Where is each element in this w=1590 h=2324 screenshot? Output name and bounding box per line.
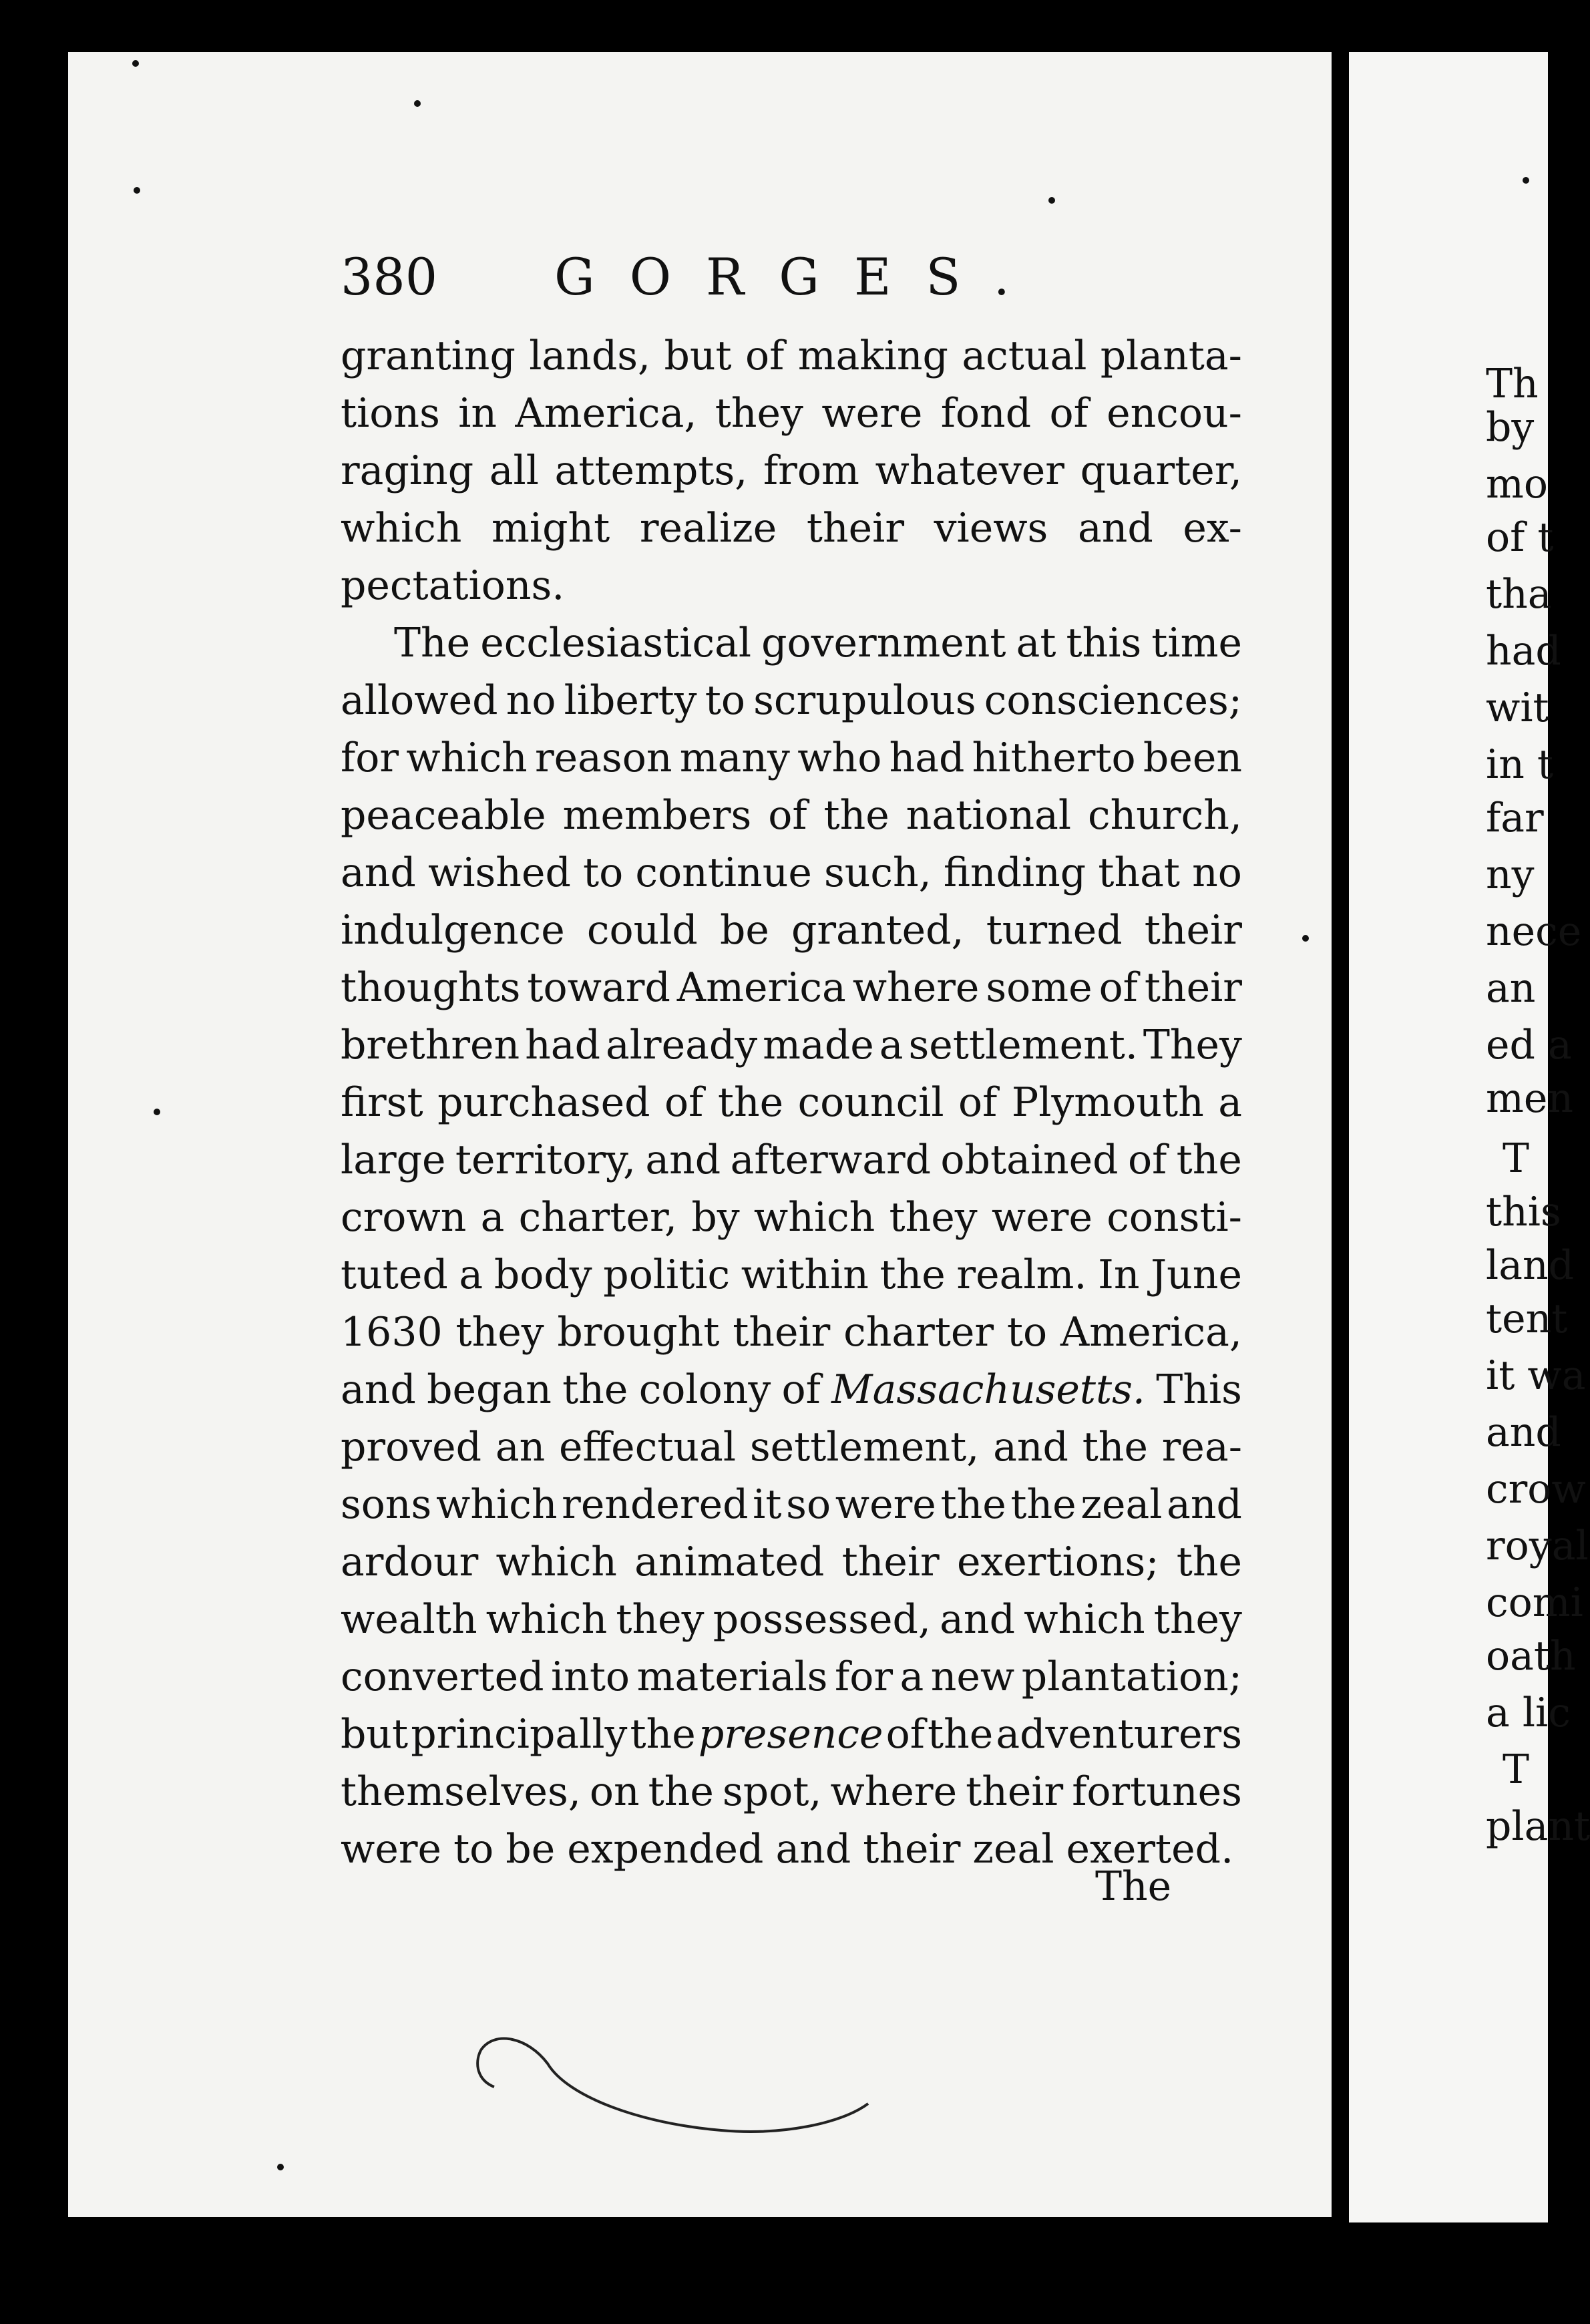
word: a xyxy=(1218,1079,1242,1126)
word: exertions; xyxy=(956,1539,1159,1585)
facing-page-line: ed a xyxy=(1486,1022,1572,1069)
facing-page-line: tha xyxy=(1486,571,1552,618)
word: that xyxy=(1098,849,1180,896)
word: were xyxy=(821,390,923,437)
word: indulgence xyxy=(341,907,565,954)
word: first xyxy=(341,1079,423,1126)
word: turned xyxy=(986,907,1123,954)
word: wealth xyxy=(341,1596,477,1643)
word: where xyxy=(852,964,980,1011)
word: granted, xyxy=(791,907,964,954)
word: a xyxy=(480,1194,505,1241)
word: the xyxy=(1010,1481,1076,1528)
word: the xyxy=(940,1481,1006,1528)
word: possessed, xyxy=(713,1596,931,1643)
word: themselves, xyxy=(341,1768,581,1815)
word: already xyxy=(605,1022,758,1069)
facing-page-line: tent xyxy=(1486,1296,1568,1342)
word: might xyxy=(491,505,610,552)
word: the xyxy=(928,1711,994,1758)
word: which xyxy=(485,1596,608,1643)
word: were xyxy=(341,1826,442,1873)
word: finding xyxy=(943,849,1086,896)
word: making xyxy=(797,333,948,379)
ink-speck xyxy=(154,1109,160,1115)
word: quarter, xyxy=(1080,447,1242,494)
word: they xyxy=(455,1309,544,1356)
word: from xyxy=(763,447,859,494)
word: been xyxy=(1143,735,1242,781)
word: to xyxy=(583,849,624,896)
word: purchased xyxy=(437,1079,650,1126)
text-line xyxy=(341,787,1242,844)
word: presence xyxy=(698,1711,883,1758)
word: and xyxy=(993,1424,1068,1471)
ink-speck xyxy=(132,60,139,67)
page-number: 380 xyxy=(341,247,438,307)
facing-page-line: T xyxy=(1503,1746,1530,1793)
word: effectual xyxy=(559,1424,737,1471)
word: the xyxy=(717,1079,784,1126)
word: were xyxy=(991,1194,1092,1241)
word: they xyxy=(715,390,803,437)
word: of xyxy=(1099,964,1138,1011)
word: consti- xyxy=(1107,1194,1242,1241)
word: and xyxy=(1077,505,1153,552)
text-line xyxy=(341,557,1242,614)
word: for xyxy=(834,1654,893,1700)
word: granting xyxy=(341,333,516,379)
word: at xyxy=(1016,620,1056,666)
word: spot, xyxy=(722,1768,822,1815)
word: to xyxy=(1006,1309,1048,1356)
text-line xyxy=(341,614,1242,672)
word: of xyxy=(745,333,785,379)
text-line xyxy=(341,672,1242,729)
word: which xyxy=(753,1194,875,1241)
word: were xyxy=(835,1481,936,1528)
facing-page-line: mo xyxy=(1486,461,1549,508)
word: a xyxy=(879,1022,904,1069)
word: rea- xyxy=(1161,1424,1242,1471)
word: a xyxy=(900,1654,924,1700)
text-line xyxy=(341,1016,1242,1074)
word: church, xyxy=(1088,792,1242,839)
body-text xyxy=(341,327,1242,1878)
facing-page-line: T xyxy=(1503,1135,1530,1182)
word: their xyxy=(1144,907,1242,954)
word: they xyxy=(616,1596,705,1643)
word: be xyxy=(506,1826,556,1873)
word: sons xyxy=(341,1481,432,1528)
facing-page-line: ny xyxy=(1486,851,1535,898)
word: the xyxy=(1176,1137,1242,1183)
word: In xyxy=(1098,1251,1140,1298)
word: scrupulous xyxy=(753,677,976,724)
word: tions xyxy=(341,390,440,437)
text-line xyxy=(341,1591,1242,1648)
word: no xyxy=(506,677,556,724)
word: This xyxy=(1156,1366,1242,1413)
word: of xyxy=(885,1711,925,1758)
word: which xyxy=(1024,1596,1145,1643)
word: the xyxy=(630,1711,696,1758)
word: principally xyxy=(411,1711,628,1758)
word: body xyxy=(493,1251,592,1298)
word: adventurers xyxy=(996,1711,1242,1758)
word: brought xyxy=(557,1309,720,1356)
word: attempts, xyxy=(554,447,748,494)
word: and xyxy=(341,849,416,896)
word: a xyxy=(459,1251,483,1298)
page-header xyxy=(341,247,1275,321)
word: liberty xyxy=(564,677,697,724)
word: no xyxy=(1192,849,1242,896)
facing-page-line: comi xyxy=(1486,1579,1583,1626)
word: of xyxy=(664,1079,704,1126)
word: some xyxy=(986,964,1092,1011)
facing-page-line: of t xyxy=(1486,514,1554,561)
word: could xyxy=(586,907,698,954)
word: ecclesiastical xyxy=(480,620,752,666)
word: proved xyxy=(341,1424,482,1471)
facing-page-line: oath xyxy=(1486,1633,1576,1680)
word: fond xyxy=(940,390,1032,437)
word: zeal xyxy=(1080,1481,1163,1528)
facing-page-line: plant xyxy=(1486,1803,1590,1850)
word: they xyxy=(1153,1596,1242,1643)
word: charter xyxy=(843,1309,994,1356)
word: so xyxy=(786,1481,831,1528)
word: America, xyxy=(1060,1309,1242,1356)
word: it xyxy=(753,1481,782,1528)
word: consciences; xyxy=(984,677,1242,724)
word: an xyxy=(495,1424,546,1471)
word: in xyxy=(458,390,498,437)
facing-page-line: nece xyxy=(1486,908,1582,955)
facing-page-line: men xyxy=(1486,1075,1574,1122)
word: politic xyxy=(603,1251,731,1298)
ink-speck xyxy=(134,187,140,194)
word: to xyxy=(705,677,745,724)
word: brethren xyxy=(341,1022,520,1069)
word: plantation; xyxy=(1021,1654,1242,1700)
pencil-mark-icon xyxy=(467,2023,881,2157)
word: converted xyxy=(341,1654,544,1700)
text-line xyxy=(341,1706,1242,1763)
word: June xyxy=(1151,1251,1242,1298)
word: and xyxy=(775,1826,851,1873)
facing-page-line: Th xyxy=(1486,361,1539,407)
word: actual xyxy=(962,333,1087,379)
word: hitherto xyxy=(972,735,1136,781)
facing-page-line: in t xyxy=(1486,741,1554,788)
word: which xyxy=(495,1539,617,1585)
word: this xyxy=(1066,620,1142,666)
word: their xyxy=(863,1826,961,1873)
word: animated xyxy=(634,1539,825,1585)
ink-speck xyxy=(1302,935,1309,942)
facing-page-line: this xyxy=(1486,1189,1561,1235)
word: raging xyxy=(341,447,474,494)
facing-page-line: far xyxy=(1486,795,1544,841)
word: had xyxy=(889,735,965,781)
word: large xyxy=(341,1137,446,1183)
word: which xyxy=(406,735,528,781)
word: continue xyxy=(635,849,812,896)
facing-page-line: had xyxy=(1486,628,1561,674)
word: Massachusetts. xyxy=(831,1366,1146,1413)
ink-speck xyxy=(1523,177,1529,184)
facing-page-line: an xyxy=(1486,965,1536,1012)
facing-page-line: by xyxy=(1486,404,1535,451)
word: ardour xyxy=(341,1539,479,1585)
word: The xyxy=(394,620,471,666)
word: their xyxy=(966,1768,1064,1815)
facing-page-line: crow xyxy=(1486,1466,1586,1513)
word: Plymouth xyxy=(1011,1079,1204,1126)
word: where xyxy=(830,1768,958,1815)
word: many xyxy=(679,735,790,781)
text-line xyxy=(341,442,1242,500)
text-line xyxy=(341,1131,1242,1189)
word: the xyxy=(823,792,889,839)
ink-speck xyxy=(1048,197,1055,204)
word: the xyxy=(879,1251,946,1298)
facing-page-line: land xyxy=(1486,1242,1575,1289)
word: allowed xyxy=(341,677,498,724)
word: on xyxy=(589,1768,640,1815)
word: of xyxy=(958,1079,998,1126)
word: encou- xyxy=(1107,390,1242,437)
word: their xyxy=(733,1309,831,1356)
word: who xyxy=(797,735,882,781)
word: but xyxy=(341,1711,409,1758)
word: be xyxy=(719,907,769,954)
word: colony xyxy=(638,1366,771,1413)
word: planta- xyxy=(1100,333,1242,379)
word: which xyxy=(436,1481,558,1528)
word: to xyxy=(453,1826,494,1873)
word: national xyxy=(906,792,1072,839)
word: their xyxy=(806,505,905,552)
word: and xyxy=(1167,1481,1242,1528)
word: such, xyxy=(824,849,932,896)
text-line xyxy=(341,1648,1242,1706)
facing-page-line: a lic xyxy=(1486,1690,1571,1736)
word: They xyxy=(1143,1022,1242,1069)
word: rendered xyxy=(562,1481,749,1528)
word: territory, xyxy=(455,1137,636,1183)
word: had xyxy=(525,1022,600,1069)
word: zeal xyxy=(972,1826,1054,1873)
text-line xyxy=(341,500,1242,557)
word: 1630 xyxy=(341,1309,443,1356)
word: ex- xyxy=(1183,505,1242,552)
word: settlement. xyxy=(908,1022,1138,1069)
word: reason xyxy=(534,735,672,781)
word: new xyxy=(930,1654,1015,1700)
word: of xyxy=(1127,1137,1167,1183)
word: materials xyxy=(636,1654,828,1700)
word: toward xyxy=(527,964,670,1011)
text-line xyxy=(341,1533,1242,1591)
word: began xyxy=(427,1366,552,1413)
word: exerted. xyxy=(1066,1826,1234,1873)
word: afterward xyxy=(730,1137,932,1183)
facing-page xyxy=(1349,52,1590,2222)
word: and xyxy=(645,1137,721,1183)
text-line xyxy=(341,1304,1242,1361)
text-line xyxy=(341,844,1242,902)
word: into xyxy=(550,1654,630,1700)
word: the xyxy=(562,1366,628,1413)
catchword: The xyxy=(1095,1863,1172,1910)
word: tuted xyxy=(341,1251,448,1298)
word: the xyxy=(1176,1539,1242,1585)
text-line xyxy=(341,1476,1242,1533)
text-line xyxy=(341,1246,1242,1304)
text-line xyxy=(341,902,1242,959)
word: thoughts xyxy=(341,964,521,1011)
facing-page-line: royal xyxy=(1486,1523,1589,1569)
text-line xyxy=(341,1361,1242,1418)
word: government xyxy=(761,620,1006,666)
text-line xyxy=(341,385,1242,442)
word: America, xyxy=(515,390,697,437)
word: crown xyxy=(341,1194,467,1241)
word: charter, xyxy=(518,1194,678,1241)
word: the xyxy=(648,1768,714,1815)
word: America xyxy=(676,964,846,1011)
text-line xyxy=(341,1189,1242,1246)
word: time xyxy=(1151,620,1242,666)
word: views xyxy=(934,505,1048,552)
word: all xyxy=(489,447,539,494)
word: lands, xyxy=(529,333,651,379)
ink-speck xyxy=(414,100,421,107)
word: their xyxy=(1144,964,1242,1011)
word: made xyxy=(763,1022,874,1069)
word: of xyxy=(768,792,807,839)
word: peaceable xyxy=(341,792,546,839)
word: council xyxy=(797,1079,944,1126)
word: of xyxy=(1049,390,1088,437)
word: their xyxy=(841,1539,940,1585)
ink-speck xyxy=(277,2164,284,2170)
word: fortunes xyxy=(1072,1768,1242,1815)
running-head: GORGES. xyxy=(554,247,1044,307)
text-line xyxy=(341,327,1242,385)
word: pectations. xyxy=(341,562,565,609)
word: they xyxy=(889,1194,978,1241)
word: and xyxy=(341,1366,416,1413)
word: the xyxy=(1082,1424,1148,1471)
word: obtained xyxy=(940,1137,1119,1183)
word: within xyxy=(741,1251,869,1298)
word: realm. xyxy=(956,1251,1087,1298)
word: and xyxy=(940,1596,1015,1643)
word: expended xyxy=(567,1826,764,1873)
word: whatever xyxy=(875,447,1064,494)
text-line xyxy=(341,729,1242,787)
text-line xyxy=(341,1074,1242,1131)
word: members xyxy=(562,792,752,839)
word: which xyxy=(341,505,462,552)
word: for xyxy=(341,735,399,781)
word: but xyxy=(664,333,732,379)
text-line xyxy=(341,1418,1242,1476)
facing-page-line: it wa xyxy=(1486,1352,1586,1399)
word: realize xyxy=(639,505,777,552)
text-line xyxy=(341,1763,1242,1820)
word: wished xyxy=(427,849,571,896)
facing-page-line: and xyxy=(1486,1409,1561,1456)
word: by xyxy=(691,1194,740,1241)
text-line xyxy=(341,959,1242,1016)
facing-page-line: wit xyxy=(1486,685,1549,731)
word: settlement, xyxy=(749,1424,980,1471)
word: of xyxy=(781,1366,821,1413)
